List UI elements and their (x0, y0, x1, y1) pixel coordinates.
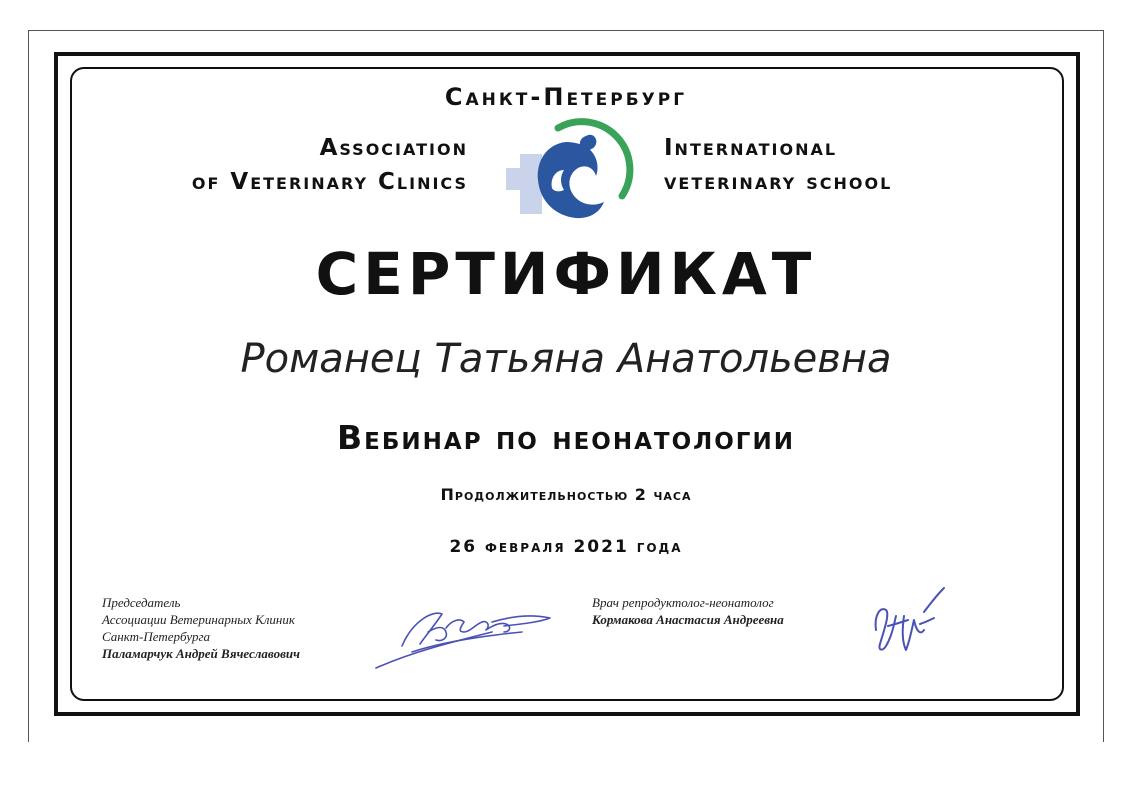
school-name (664, 131, 892, 199)
city-heading: Санкт-Петербург (444, 83, 688, 111)
veterinary-logo-icon (500, 118, 636, 230)
certificate-title: СЕРТИФИКАТ (315, 240, 817, 308)
logo-cat-body (538, 142, 604, 218)
signatory-role-line-1: Врач репродуктолог-неонатолог (592, 595, 774, 610)
logo-cat-head (580, 135, 596, 150)
signatory-name: Паламарчук Андрей Вячеславович (102, 646, 300, 661)
signatory-name: Кормакова Анастасия Андреевна (592, 612, 784, 627)
association-name (192, 131, 468, 199)
signature-left-icon (372, 592, 562, 672)
signatory-neonatologist (592, 594, 784, 628)
school-line-1: International (664, 135, 838, 161)
association-line-1: Association (319, 135, 468, 161)
signatory-role-line-2: Ассоциации Ветеринарных Клиник (102, 612, 295, 627)
signatory-chairman (102, 594, 300, 662)
signature-right-icon (866, 580, 950, 664)
signatory-role-line-3: Санкт-Петербурга (102, 629, 211, 644)
association-line-2: of Veterinary Clinics (191, 169, 468, 195)
course-duration: Продолжительностью 2 часа (440, 485, 692, 504)
course-title: Вебинар по неонатологии (337, 418, 795, 457)
recipient-name: Романец Татьяна Анатольевна (240, 336, 892, 382)
certificate-date: 26 февраля 2021 года (449, 537, 683, 557)
signatory-role-line-1: Председатель (102, 595, 181, 610)
school-line-2: veterinary school (664, 169, 893, 195)
